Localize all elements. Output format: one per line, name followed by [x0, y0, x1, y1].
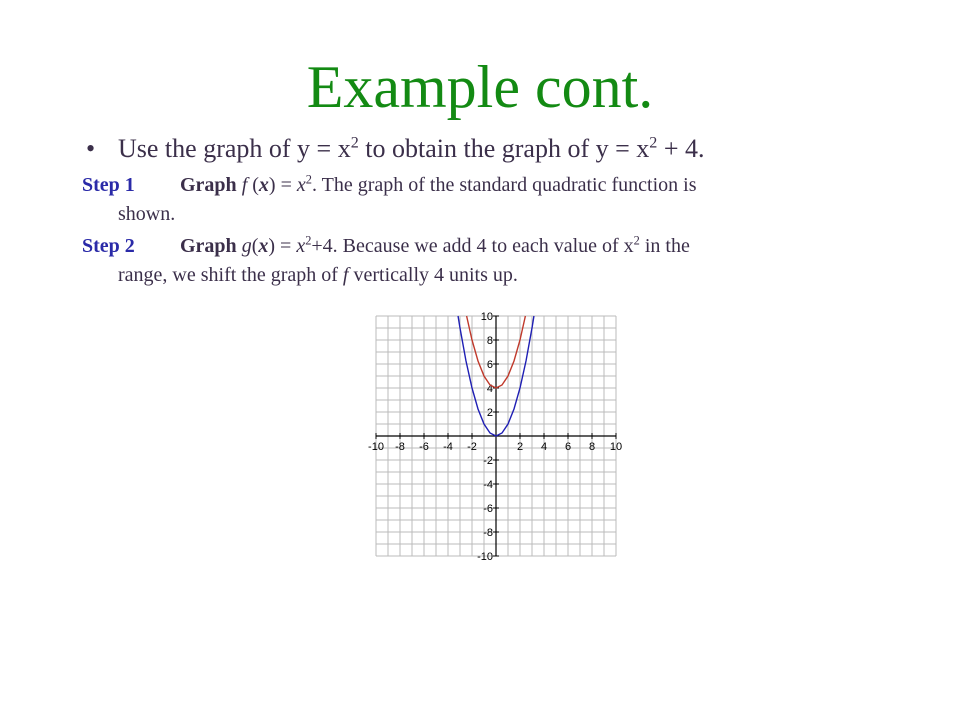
slide-title: Example cont. — [306, 54, 654, 120]
x-tick-label: 10 — [609, 441, 623, 453]
x-tick-label: 8 — [588, 441, 596, 453]
expression: x — [296, 174, 306, 196]
bullet-part: + 4. — [657, 134, 705, 163]
text: . The graph of the standard quadratic function is — [311, 174, 697, 196]
step-2 — [82, 232, 862, 286]
parabola-graph — [360, 306, 640, 566]
step-2-continuation — [82, 264, 518, 286]
y-tick-label: 10 — [480, 311, 493, 323]
y-tick-label: -4 — [483, 479, 493, 491]
function-name: f — [342, 264, 349, 286]
y-tick-label: -10 — [477, 551, 493, 563]
bullet-dot: • — [86, 134, 96, 163]
step-1-label: Step 1 — [82, 174, 135, 196]
y-tick-label: -2 — [483, 455, 493, 467]
bullet-part: Use the graph of y = x — [118, 134, 351, 163]
exponent: 2 — [633, 233, 640, 248]
exponent: 2 — [350, 134, 359, 152]
x-tick-label: -8 — [395, 441, 405, 453]
exponent: 2 — [649, 134, 658, 152]
x-tick-label: -6 — [419, 441, 429, 453]
y-tick-label: 4 — [486, 383, 493, 395]
x-tick-label: -10 — [368, 441, 384, 453]
expression: x — [296, 235, 306, 257]
variable: x — [258, 235, 269, 257]
y-tick-label: 6 — [486, 359, 493, 371]
exponent: 2 — [305, 172, 312, 187]
function-name: f — [241, 174, 248, 196]
text: ) = — [268, 235, 297, 257]
text: ( — [247, 174, 259, 196]
bullet-part: to obtain the graph of y = x — [358, 134, 650, 163]
text: range, we shift the graph of — [118, 264, 343, 286]
x-tick-label: -4 — [443, 441, 453, 453]
bullet-text — [86, 132, 946, 166]
x-tick-label: -2 — [467, 441, 477, 453]
text: in the — [639, 235, 690, 257]
x-tick-label: 4 — [540, 441, 548, 453]
text: +4. Because we add 4 to each value of x — [311, 235, 634, 257]
step-1 — [82, 171, 862, 229]
exponent: 2 — [305, 233, 312, 248]
text: ( — [251, 235, 259, 257]
variable: x — [258, 174, 269, 196]
text: ) = — [268, 174, 297, 196]
graph-word: Graph — [180, 235, 237, 257]
y-tick-label: 8 — [486, 335, 493, 347]
x-tick-label: 6 — [564, 441, 572, 453]
step-1-continuation: shown. — [118, 203, 176, 225]
graph-word: Graph — [180, 174, 237, 196]
step-2-label: Step 2 — [82, 235, 135, 257]
y-tick-label: -6 — [483, 503, 493, 515]
y-tick-label: -8 — [483, 527, 493, 539]
text: vertically 4 units up. — [348, 264, 518, 286]
x-tick-label: 2 — [516, 441, 524, 453]
function-name: g — [241, 235, 252, 257]
y-tick-label: 2 — [486, 407, 493, 419]
